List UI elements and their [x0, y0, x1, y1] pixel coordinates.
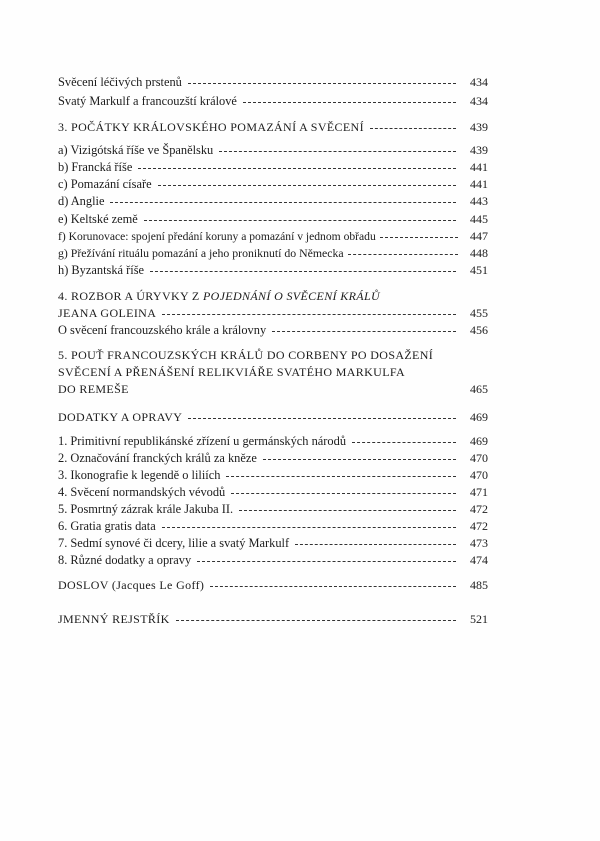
toc-entry-title: 6. Gratia gratis data — [58, 519, 156, 533]
toc-entry — [58, 142, 488, 159]
section-title-line: 4. ROZBOR A ÚRYVKY Z POJEDNÁNÍ O SVĚCENÍ KRÁLŮ — [58, 289, 381, 303]
dot-leader — [370, 128, 456, 129]
toc-entry — [58, 501, 488, 518]
dot-leader — [263, 459, 456, 460]
toc-entry — [58, 552, 488, 569]
toc-entry-page: 439 — [470, 143, 488, 157]
section-title: DODATKY A OPRAVY — [58, 410, 183, 424]
section-page: 465 — [470, 382, 488, 396]
toc-entry-page: 472 — [470, 502, 488, 516]
toc-section-heading — [58, 347, 488, 398]
toc-entry-page: 448 — [470, 246, 488, 260]
dot-leader — [188, 418, 456, 419]
toc-entry-title: 5. Posmrtný zázrak krále Jakuba II. — [58, 502, 234, 516]
section-title: JMENNÝ REJSTŘÍK — [58, 612, 170, 626]
toc-entry-page: 443 — [470, 194, 488, 208]
toc-entry-page: 469 — [470, 434, 488, 448]
toc-entry-title: c) Pomazání císaře — [58, 177, 152, 191]
toc-entry — [58, 93, 488, 110]
toc-entry — [58, 450, 488, 467]
toc-entry-page: 445 — [470, 212, 488, 226]
dot-leader — [158, 185, 456, 186]
toc-entry-page: 451 — [470, 263, 488, 277]
toc-entry-title: f) Korunovace: spojení předání koruny a pomazání v jednom obřadu — [58, 230, 376, 243]
toc-entry-title: b) Francká říše — [58, 160, 133, 174]
dot-leader — [380, 237, 458, 238]
toc-entry-page: 471 — [470, 485, 488, 499]
toc-entry — [58, 193, 488, 210]
section-title-line: SVĚCENÍ A PŘENÁŠENÍ RELIKVIÁŘE SVATÉHO MARKULFA — [58, 365, 406, 379]
toc-section-heading — [58, 577, 488, 594]
toc-entry-title: 2. Označování franckých králů za kněze — [58, 451, 257, 465]
toc-entry-title: a) Vizigótská říše ve Španělsku — [58, 143, 214, 157]
section-title-line: DO REMEŠE — [58, 382, 129, 396]
toc-section-heading — [58, 611, 488, 628]
toc-entry — [58, 74, 488, 91]
toc-entry-page: 441 — [470, 160, 488, 174]
dot-leader — [110, 202, 456, 203]
toc-entry — [58, 262, 488, 279]
dot-leader — [352, 442, 456, 443]
section-page: 439 — [470, 120, 488, 134]
dot-leader — [210, 586, 456, 587]
dot-leader — [295, 544, 456, 545]
dot-leader — [150, 271, 456, 272]
toc-entry-title: 4. Svěcení normandských vévodů — [58, 485, 226, 499]
dot-leader — [197, 561, 456, 562]
dot-leader — [162, 314, 456, 315]
toc-entry-page: 447 — [470, 229, 488, 243]
dot-leader — [188, 83, 456, 84]
dot-leader — [144, 220, 456, 221]
toc-entry — [58, 211, 488, 228]
section-page: 521 — [470, 612, 488, 626]
toc-entry — [58, 484, 488, 501]
toc-entry-page: 473 — [470, 536, 488, 550]
dot-leader — [272, 331, 456, 332]
toc-entry-title: h) Byzantská říše — [58, 263, 145, 277]
dot-leader — [348, 254, 458, 255]
toc-entry-page: 474 — [470, 553, 488, 567]
section-title: DOSLOV (Jacques Le Goff) — [58, 578, 205, 592]
section-title-line: JEANA GOLEINA — [58, 306, 157, 320]
section-page: 469 — [470, 410, 488, 424]
toc-entry — [58, 245, 488, 262]
dot-leader — [135, 390, 456, 391]
toc-entry — [58, 535, 488, 552]
dot-leader — [162, 527, 456, 528]
dot-leader — [138, 168, 456, 169]
section-title-italic: POJEDNÁNÍ O SVĚCENÍ KRÁLŮ — [202, 289, 381, 303]
toc-entry-page: 472 — [470, 519, 488, 533]
toc-entry — [58, 467, 488, 484]
toc-entry-title: 8. Různé dodatky a opravy — [58, 553, 192, 567]
toc-entry-page: 470 — [470, 451, 488, 465]
dot-leader — [226, 476, 456, 477]
toc-entry-title: e) Keltské země — [58, 212, 138, 226]
toc-entry-page: 441 — [470, 177, 488, 191]
toc-section-heading — [58, 119, 488, 136]
toc-entry — [58, 228, 488, 245]
toc-entry-page: 434 — [470, 94, 488, 108]
dot-leader — [239, 510, 456, 511]
dot-leader — [176, 620, 456, 621]
toc-entry-page: 470 — [470, 468, 488, 482]
toc-entry-page: 456 — [470, 323, 488, 337]
toc-entry-title: d) Anglie — [58, 194, 105, 208]
toc-entry — [58, 322, 488, 339]
section-page: 485 — [470, 578, 488, 592]
toc-entry-title: 3. Ikonografie k legendě o liliích — [58, 468, 221, 482]
toc-entry-title: O svěcení francouzského krále a královny — [58, 323, 267, 337]
toc-entry-title: Svatý Markulf a francouzští králové — [58, 94, 237, 108]
section-title: 3. POČÁTKY KRÁLOVSKÉHO POMAZÁNÍ A SVĚCENÍ — [58, 120, 364, 134]
toc-section-heading — [58, 288, 488, 322]
toc-entry — [58, 159, 488, 176]
toc-entry-title: g) Přežívání rituálu pomazání a jeho proniknutí do Německa — [58, 246, 344, 260]
section-page: 455 — [470, 306, 488, 320]
toc-entry-title: 1. Primitivní republikánské zřízení u germánských národů — [58, 434, 347, 448]
toc-entry-page: 434 — [470, 75, 488, 89]
toc-entry-title: Svěcení léčivých prstenů — [58, 75, 182, 89]
dot-leader — [243, 102, 456, 103]
toc-section-heading — [58, 409, 488, 426]
dot-leader — [231, 493, 456, 494]
toc-entry — [58, 433, 488, 450]
dot-leader — [219, 151, 456, 152]
toc-entry — [58, 176, 488, 193]
toc-entry — [58, 518, 488, 535]
section-title-line: 5. POUŤ FRANCOUZSKÝCH KRÁLŮ DO CORBENY PO DOSAŽENÍ — [58, 348, 434, 362]
toc-entry-title: 7. Sedmí synové či dcery, lilie a svatý Markulf — [58, 536, 290, 550]
